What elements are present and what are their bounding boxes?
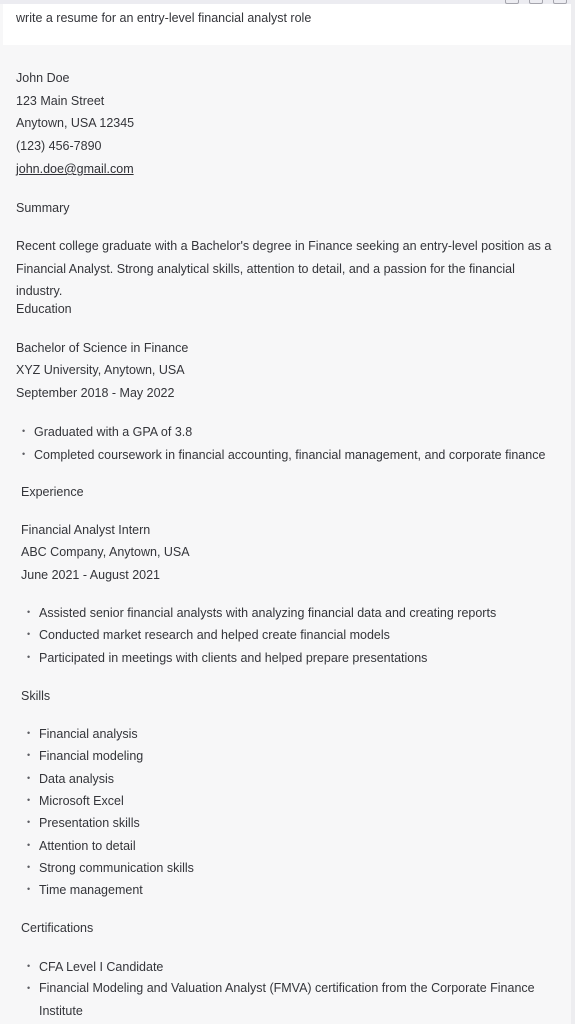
education-heading: Education [16,302,72,316]
contact-name: John Doe [16,71,70,85]
experience-heading: Experience [21,485,84,499]
contact-street: 123 Main Street [16,94,105,108]
bullet-icon: • [27,884,31,894]
bullet-icon: • [27,795,31,805]
summary-heading: Summary [16,201,70,215]
experience-title: Financial Analyst Intern [21,523,151,537]
bullet-icon: • [22,426,26,436]
contact-city: Anytown, USA 12345 [16,116,135,130]
bullet-icon: • [27,840,31,850]
scrollbar-track[interactable] [571,0,575,1024]
experience-company: ABC Company, Anytown, USA [21,545,190,559]
bullet-icon: • [27,607,31,617]
bullet-icon: • [27,961,31,971]
contact-phone: (123) 456-7890 [16,139,102,153]
user-prompt-text: write a resume for an entry-level financial analyst role [16,11,312,25]
experience-dates: June 2021 - August 2021 [21,568,161,582]
summary-text: Recent college graduate with a Bachelor's degree in Finance seeking an entry-level position as a Financial Analyst. Strong analytical skills, attention to detail, and a passion for the financial industry. [16,239,552,298]
bullet-icon: • [27,862,31,872]
certifications-heading: Certifications [21,921,94,935]
bullet-icon: • [27,817,31,827]
education-school: XYZ University, Anytown, USA [16,363,185,377]
assistant-response: John Doe 123 Main Street Anytown, USA 12345 (123) 456-7890 john.doe@gmail.com Summary Recent college graduate with a Bachelor's degree in Finance seeking an entry-level position as a Financial Analyst. Strong analytical skills, attention to detail, and a passion for the financial industry. Education Bachelor of Science in Finance XYZ University, Anytown, USA September 2018 - May 2022 • Graduated with a GPA of 3.8 • Completed coursework in financial accounting, financial management, and corporate finance Experience Financial Analyst Intern ABC Company, Anytown, USA June 2021 - August 2021 • Assisted senior financial analysts with analyzing financial data and creating reports • Conducted market research and helped create financial models • Participated in meetings with clients and helped prepare presentations Skills • Financial analysis • Financial modeling • Data analysis • Microsoft Excel • Presentation skills • Attention to detail • Strong communication skills • Time management Certifications • CFA Level I Candidate • Financial Modeling and Valuation Analyst (FMVA) certification from the Corporate Finance Institute [0,45,571,1024]
list-item: • Financial Modeling and Valuation Analyst (FMVA) certification from the Corporate Finance Institute [27,977,547,1022]
education-dates: September 2018 - May 2022 [16,386,175,400]
bullet-icon: • [27,629,31,639]
bullet-icon: • [27,773,31,783]
bullet-icon: • [27,652,31,662]
contact-email-link[interactable]: john.doe@gmail.com [16,162,134,176]
bullet-icon: • [27,983,31,993]
skills-heading: Skills [21,689,51,703]
bullet-icon: • [27,728,31,738]
bullet-icon: • [27,750,31,760]
user-prompt [3,4,571,45]
education-degree: Bachelor of Science in Finance [16,341,189,355]
bullet-icon: • [22,449,26,459]
